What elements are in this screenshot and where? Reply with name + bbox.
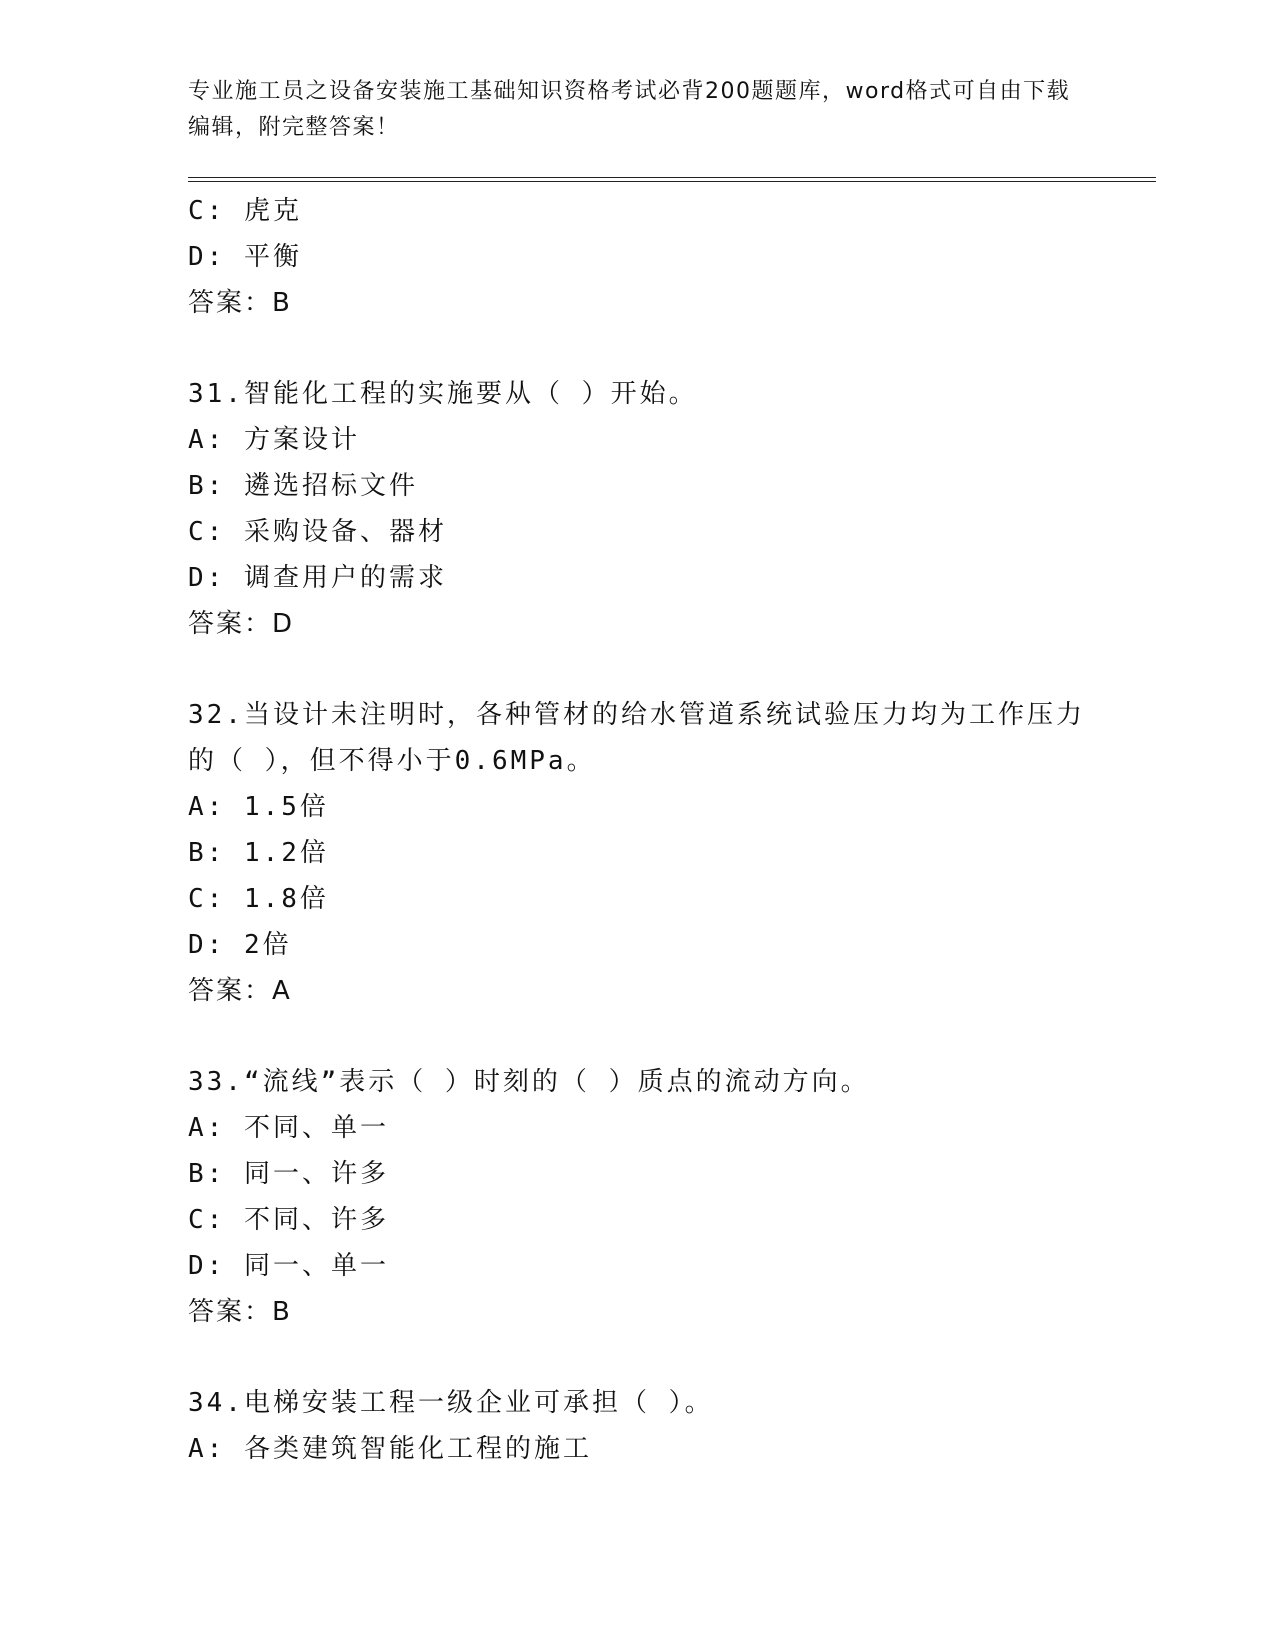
question-33 [188,1059,1088,1335]
spacer [188,647,1088,692]
question-31 [188,371,1088,647]
option-d: D: 平衡 [188,242,302,272]
question-30-continued [188,188,1088,326]
option-d: D: 2倍 [188,930,292,960]
spacer [188,1014,1088,1059]
header-divider [188,177,1156,182]
option-b: B: 遴选招标文件 [188,471,418,501]
option-c: C: 虎克 [188,196,302,226]
option-c: C: 采购设备、器材 [188,517,447,547]
answer-line: 答案：A [188,976,292,1006]
option-d: D: 同一、单一 [188,1251,389,1281]
question-stem: 33.“流线”表示（ ）时刻的（ ）质点的流动方向。 [188,1067,870,1097]
spacer [188,1335,1088,1380]
question-stem: 31.智能化工程的实施要从（ ）开始。 [188,379,698,409]
answer-line: 答案：D [188,609,295,639]
option-a: A: 各类建筑智能化工程的施工 [188,1434,592,1464]
option-c: C: 1.8倍 [188,884,329,914]
option-d: D: 调查用户的需求 [188,563,447,593]
question-list [188,188,1088,1472]
answer-line: 答案：B [188,1297,292,1327]
option-a: A: 不同、单一 [188,1113,389,1143]
question-stem: 34.电梯安装工程一级企业可承担（ ）。 [188,1388,714,1418]
option-c: C: 不同、许多 [188,1205,389,1235]
spacer [188,326,1088,371]
question-stem-line-2: 的（ ），但不得小于0.6MPa。 [188,746,596,776]
option-b: B: 1.2倍 [188,838,329,868]
answer-line: 答案：B [188,288,292,318]
question-stem-line-1: 32.当设计未注明时，各种管材的给水管道系统试验压力均为工作压力 [188,700,1085,730]
option-b: B: 同一、许多 [188,1159,389,1189]
question-34 [188,1380,1088,1472]
option-a: A: 方案设计 [188,425,360,455]
option-a: A: 1.5倍 [188,792,329,822]
document-header: 专业施工员之设备安装施工基础知识资格考试必背200题题库，word格式可自由下载编辑，附完整答案！ [188,79,1071,140]
question-32 [188,692,1088,1014]
